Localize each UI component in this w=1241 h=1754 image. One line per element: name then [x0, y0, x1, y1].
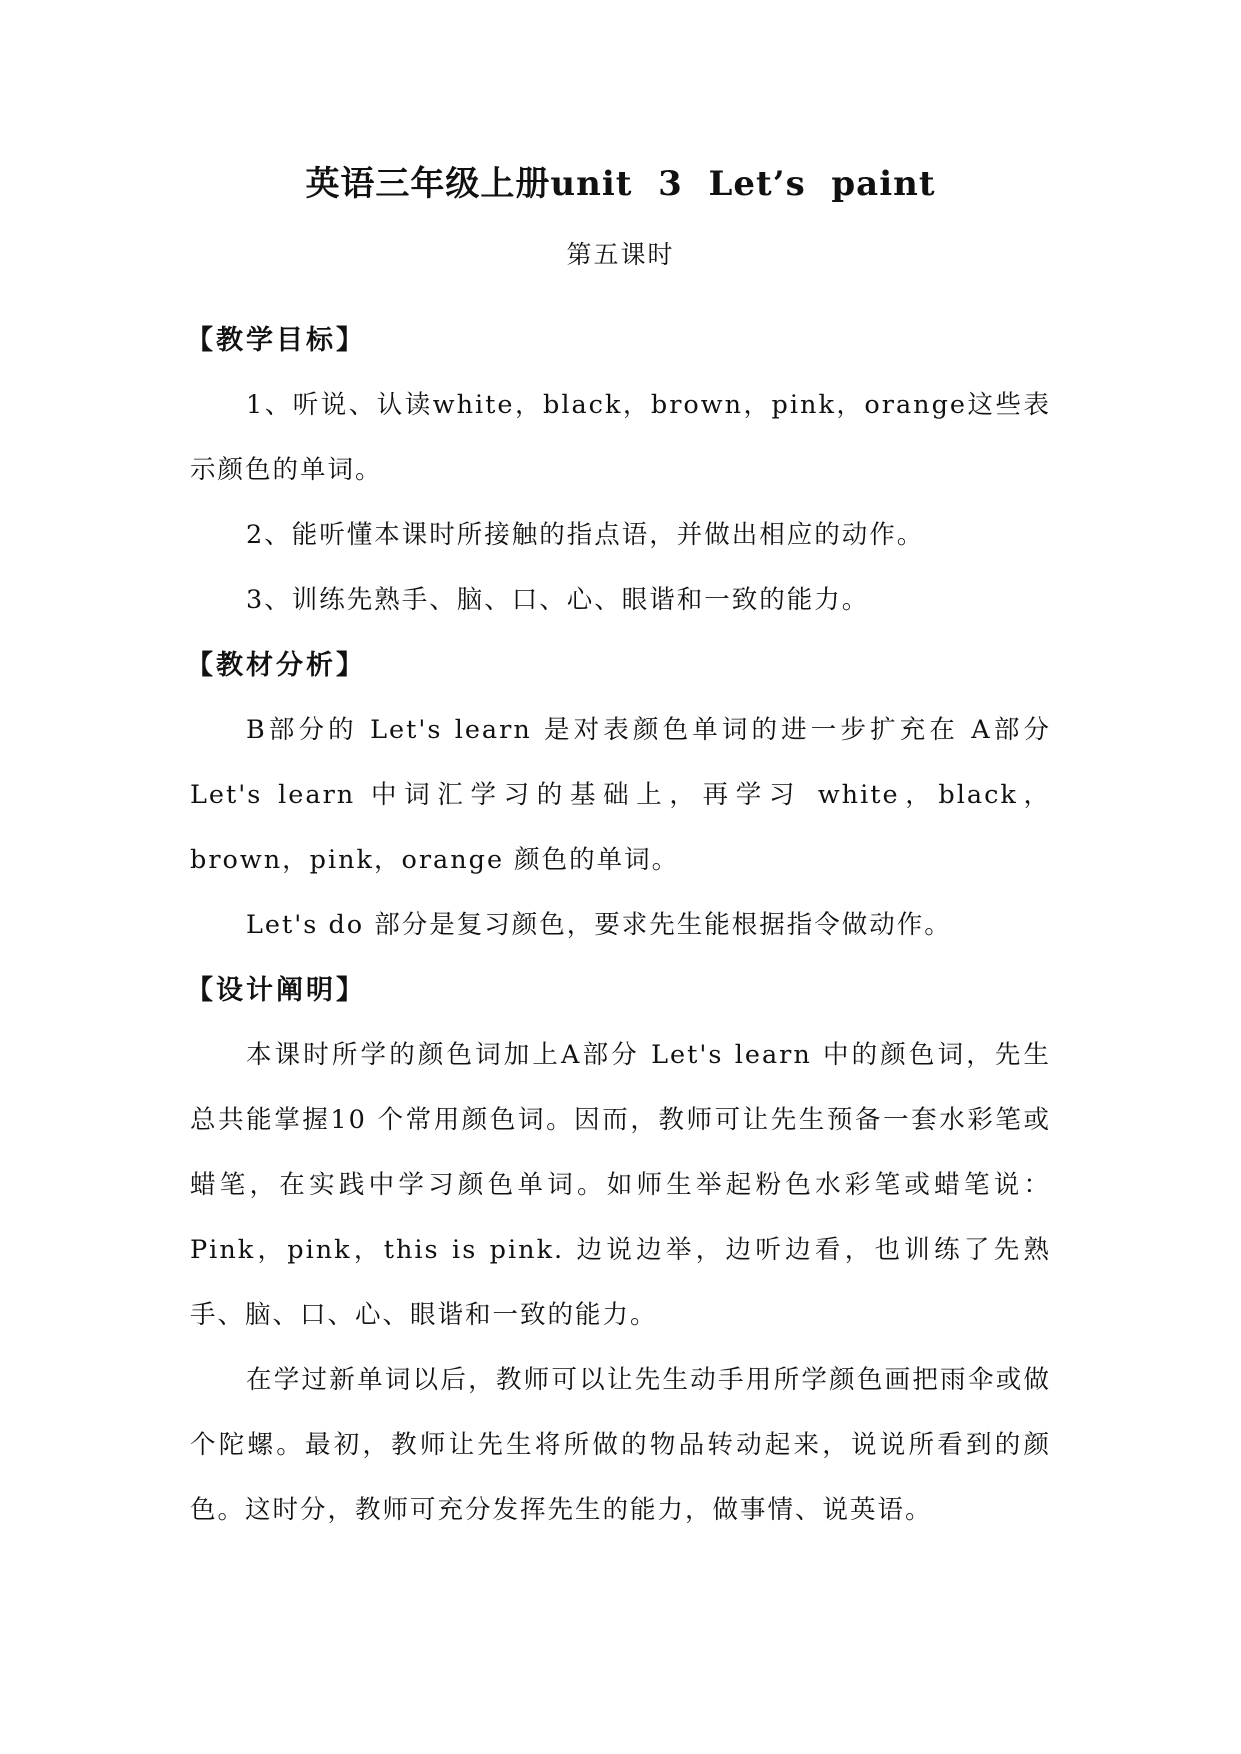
document-title: 英语三年级上册unit 3 Let’s paint — [305, 164, 936, 204]
section-material-analysis — [186, 633, 1051, 958]
paragraph: Let's do 部分是复习颜色，要求先生能根据指令做动作。 — [246, 910, 952, 940]
paragraph: 本课时所学的颜色词加上A部分 Let's learn 中的颜色词，先生总共能掌握10 个常用颜色词。因而，教师可让先生预备一套水彩笔或蜡笔，在实践中学习颜色单词。如师生举起粉色水彩笔或蜡笔说：Pink，pink，this is pink. 边说边举，边听边看，也训练了先熟手、脑、口、心、眼谐和一致的能力。 — [190, 1040, 1051, 1330]
section-heading: 【设计阐明】 — [186, 975, 366, 1006]
paragraph: 1、听说、认读white，black，brown，pink，orange这些表示颜色的单词。 — [190, 390, 1051, 485]
paragraph: 2、能听懂本课时所接触的指点语，并做出相应的动作。 — [246, 520, 925, 550]
paragraph: 3、训练先熟手、脑、口、心、眼谐和一致的能力。 — [246, 585, 870, 615]
paragraph: B部分的 Let's learn 是对表颜色单词的进一步扩充在 A部分 Let's learn 中词汇学习的基础上，再学习 white，black，brown，pink，orange 颜色的单词。 — [190, 715, 1051, 875]
section-design-explanation — [186, 958, 1051, 1543]
section-teaching-objectives — [186, 308, 1051, 633]
paragraph: 在学过新单词以后，教师可以让先生动手用所学颜色画把雨伞或做个陀螺。最初，教师让先生将所做的物品转动起来，说说所看到的颜色。这时分，教师可充分发挥先生的能力，做事情、说英语。 — [190, 1365, 1051, 1525]
section-heading: 【教学目标】 — [186, 325, 366, 356]
section-heading: 【教材分析】 — [186, 650, 366, 681]
document-subtitle: 第五课时 — [566, 240, 675, 269]
